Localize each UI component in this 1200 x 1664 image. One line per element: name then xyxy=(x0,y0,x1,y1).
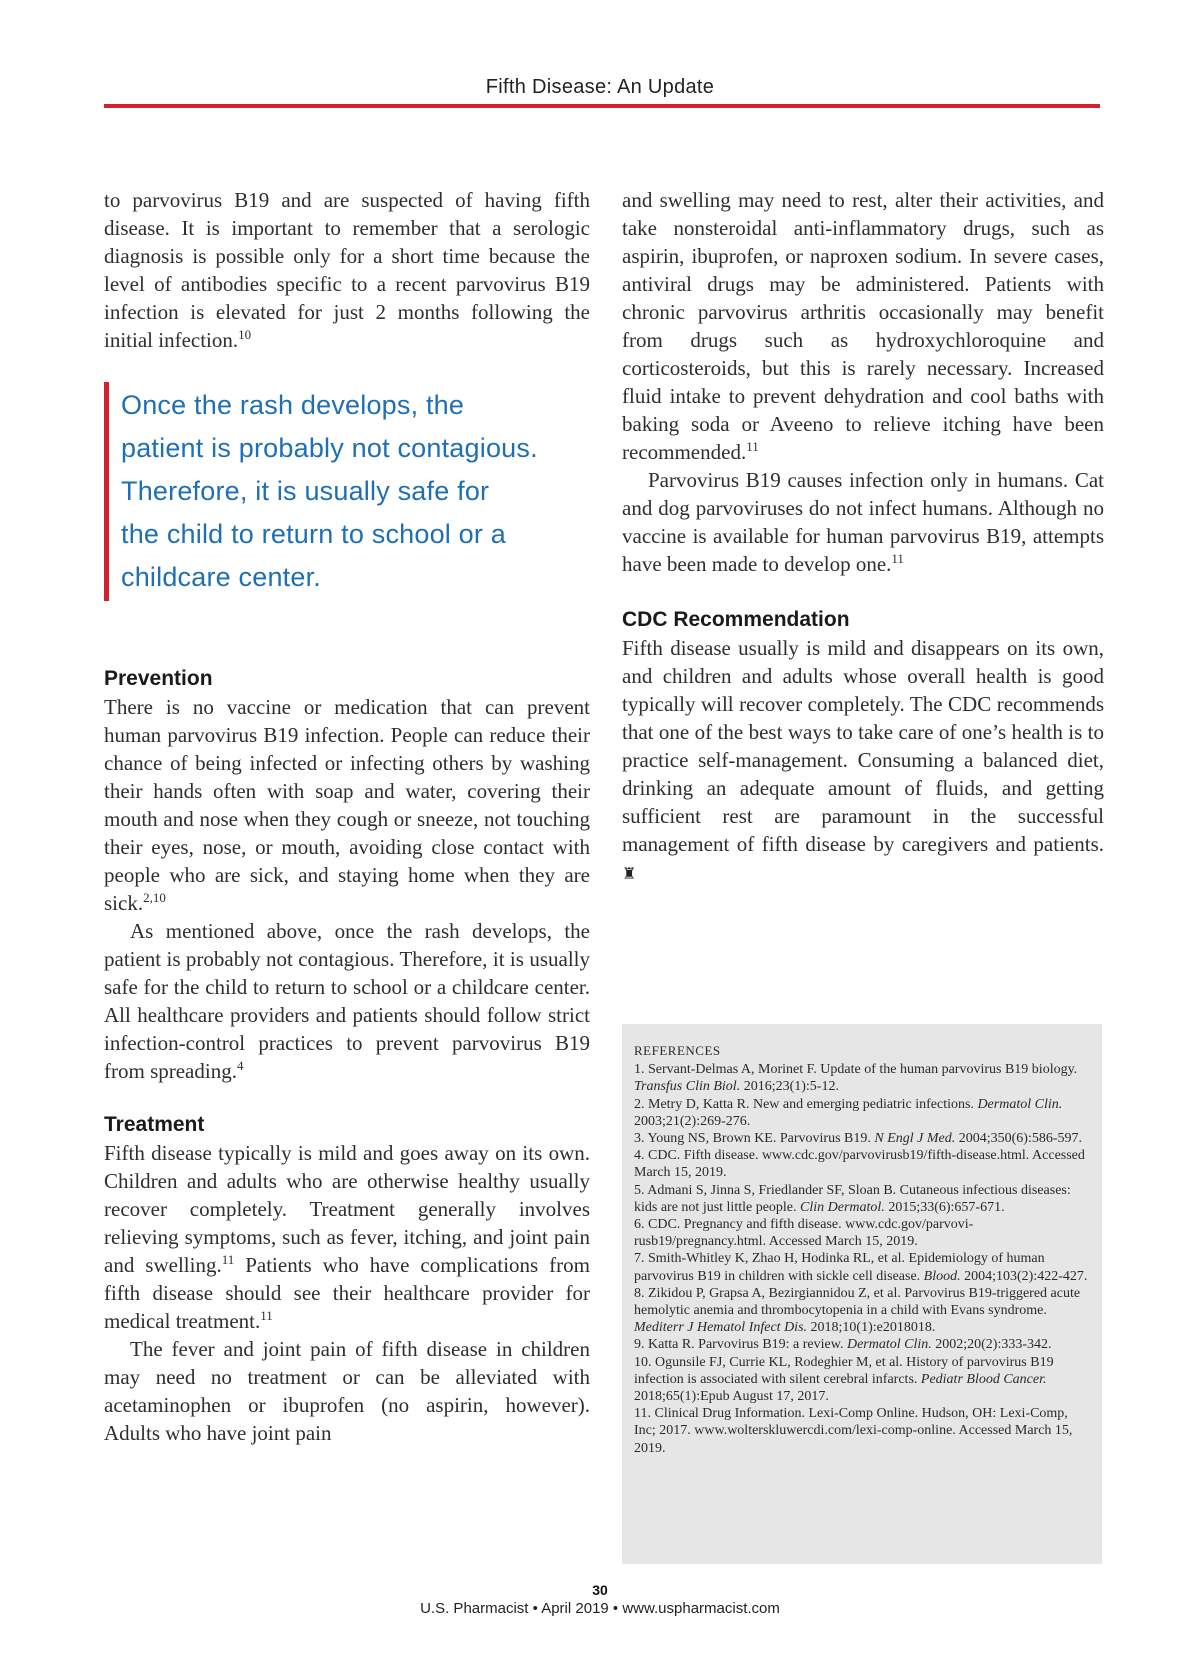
journal-title: Dermatol Clin. xyxy=(977,1096,1063,1112)
citation: 4 xyxy=(236,1058,244,1073)
end-mark-icon: ♜ xyxy=(622,866,637,883)
journal-title: Dermatol Clin. xyxy=(846,1337,932,1353)
page-number: 30 xyxy=(592,1582,608,1598)
reference-item: 4. CDC. Fifth disease. www.cdc.gov/parvovirusb19/fifth-disease.html. Accessed March 15, 2019. xyxy=(634,1148,1085,1181)
journal-title: Transfus Clin Biol. xyxy=(634,1079,741,1095)
pull-quote-line: the child to return to school or a xyxy=(121,519,507,549)
journal-title: Mediterr J Hematol Infect Dis. xyxy=(634,1320,808,1336)
reference-item: 2. Metry D, Katta R. New and emerging pediatric infections. Dermatol Clin. 2003;21(2):269-276. xyxy=(634,1096,1063,1129)
citation: 11 xyxy=(891,551,904,566)
pull-quote-line: Therefore, it is usually safe for xyxy=(121,476,490,506)
cdc-paragraph: Fifth disease usually is mild and disappears on its own, and children and adults whose overall health is good typically will recover completely. The CDC recommends that one of the best ways to take care of one’s health is to practice self-management. Consuming a balanced diet, drinking an adequate amount of fluids, and getting sufficient rest are paramount in the successful management of fifth disease by caregivers and patients. ♜ xyxy=(622,636,1104,883)
citation: 2,10 xyxy=(143,890,166,905)
reference-item: 7. Smith-Whitley K, Zhao H, Hodinka RL, et al. Epidemiology of human parvovirus B19 in children with sickle cell disease. Blood. 2004;103(2):422-427. xyxy=(634,1251,1088,1284)
citation: 11 xyxy=(746,439,759,454)
reference-item: 5. Admani S, Jinna S, Friedlander SF, Sloan B. Cutaneous infectious diseases: kids are not just little people. Clin Dermatol. 2015;33(6):657-671. xyxy=(634,1182,1071,1215)
journal-title: Blood. xyxy=(923,1268,961,1284)
pull-quote-line: patient is probably not contagious. xyxy=(121,433,538,463)
journal-title: Clin Dermatol. xyxy=(800,1199,885,1215)
reference-item: 9. Katta R. Parvovirus B19: a review. Dermatol Clin. 2002;20(2):333-342. xyxy=(634,1337,1052,1353)
intro-paragraph: to parvovirus B19 and are suspected of having fifth disease. It is important to remember that a serologic diagnosis is possible only for a short time because the level of antibodies specific to a recent parvovirus B19 infection is elevated for just 2 months following the initial infection.$^{10}$ xyxy=(104,188,590,352)
pull-quote-line: childcare center. xyxy=(121,562,322,592)
citation: 11 xyxy=(221,1252,235,1267)
reference-item: 3. Young NS, Brown KE. Parvovirus B19. N Engl J Med. 2004;350(6):586-597. xyxy=(634,1131,1082,1147)
citation: 11 xyxy=(260,1308,273,1323)
pull-quote-line: Once the rash develops, the xyxy=(121,390,465,420)
parvovirus-paragraph: Parvovirus B19 causes infection only in humans. Cat and dog parvoviruses do not infect humans. Although no vaccine is available for human parvovirus B19, attempts have been made to develop one.$^{11}$ xyxy=(622,468,1104,576)
reference-item: 1. Servant-Delmas A, Morinet F. Update of the human parvovirus B19 biology. Transfus Clin Biol. 2016;23(1):5-12. xyxy=(634,1062,1078,1095)
cdc-heading: CDC Recommendation xyxy=(622,608,850,631)
left-column xyxy=(104,186,590,1447)
journal-title: Pediatr Blood Cancer. xyxy=(920,1371,1047,1387)
continued-paragraph: and swelling may need to rest, alter their activities, and take nonsteroidal anti-inflammatory drugs, such as aspirin, ibuprofen, or naproxen sodium. In severe cases, antiviral drugs may be administered. Patients with chronic parvovirus arthritis occasionally may benefit from drugs such as hydroxychloroquine and corticosteroids, but this is rarely necessary. Increased fluid intake to prevent dehydration and cool baths with baking soda or Aveeno to relieve itching have been recommended.$^{11}$ xyxy=(622,188,1104,464)
treatment-paragraph-1: Fifth disease typically is mild and goes away on its own. Children and adults who are otherwise healthy usually recover completely. Treatment generally involves relieving symptoms, such as fever, itching, and joint pain and swelling.$^{11}$ Patients who have complications from fifth disease should see their healthcare provider for medical treatment.$^{11}$ xyxy=(104,1141,590,1333)
right-column xyxy=(622,186,1104,889)
reference-item: 8. Zikidou P, Grapsa A, Bezirgiannidou Z, et al. Parvovirus B19-triggered acute hemolytic anemia and thrombocytopenia in a child with Evans syndrome. Mediterr J Hematol Infect Dis. 2018;10(1):e2018018. xyxy=(634,1285,1081,1336)
footer-line: U.S. Pharmacist • April 2019 • www.uspharmacist.com xyxy=(420,1600,780,1617)
prevention-heading: Prevention xyxy=(104,667,213,690)
references-title: REFERENCES xyxy=(634,1043,721,1058)
reference-item: 6. CDC. Pregnancy and fifth disease. www.cdc.gov/parvovirusb19/pregnancy.html. Accessed March 15, 2019. xyxy=(634,1217,974,1250)
reference-item: 10. Ogunsile FJ, Currie KL, Rodeghier M, et al. History of parvovirus B19 infection is associated with silent cerebral infarcts. Pediatr Blood Cancer. 2018;65(1):Epub August 17, 2017. xyxy=(634,1354,1054,1405)
running-head: Fifth Disease: An Update xyxy=(485,76,715,98)
treatment-paragraph-2: The fever and joint pain of fifth disease in children may need no treatment or can be alleviated with acetaminophen or ibuprofen (no aspirin, however). Adults who have joint pain xyxy=(104,1337,590,1445)
prevention-paragraph-2: As mentioned above, once the rash develops, the patient is probably not contagious. Therefore, it is usually safe for the child to return to school or a childcare center. All healthcare providers and patients should follow strict infection-control practices to prevent parvovirus B19 from spreading.$^4$ xyxy=(104,919,590,1083)
journal-title: N Engl J Med. xyxy=(874,1131,956,1147)
prevention-paragraph-1: There is no vaccine or medication that can prevent human parvovirus B19 infection. People can reduce their chance of being infected or infecting others by washing their hands often with soap and water, covering their mouth and nose when they cough or sneeze, not touching their eyes, nose, or mouth, avoiding close contact with people who are sick, and staying home when they are sick.$^{2,10}$ xyxy=(104,695,590,915)
citation: 10 xyxy=(238,327,252,342)
references-list xyxy=(634,1061,1090,1457)
treatment-heading: Treatment xyxy=(104,1113,205,1136)
references-box xyxy=(622,1024,1102,1564)
pull-quote xyxy=(104,382,590,601)
reference-item: 11. Clinical Drug Information. Lexi-Comp Online. Hudson, OH: Lexi-Comp, Inc; 2017. www.wolterskluwercdi.com/lexi-comp-online. Accessed March 15, 2019. xyxy=(634,1406,1073,1456)
header-rule xyxy=(104,104,1100,108)
